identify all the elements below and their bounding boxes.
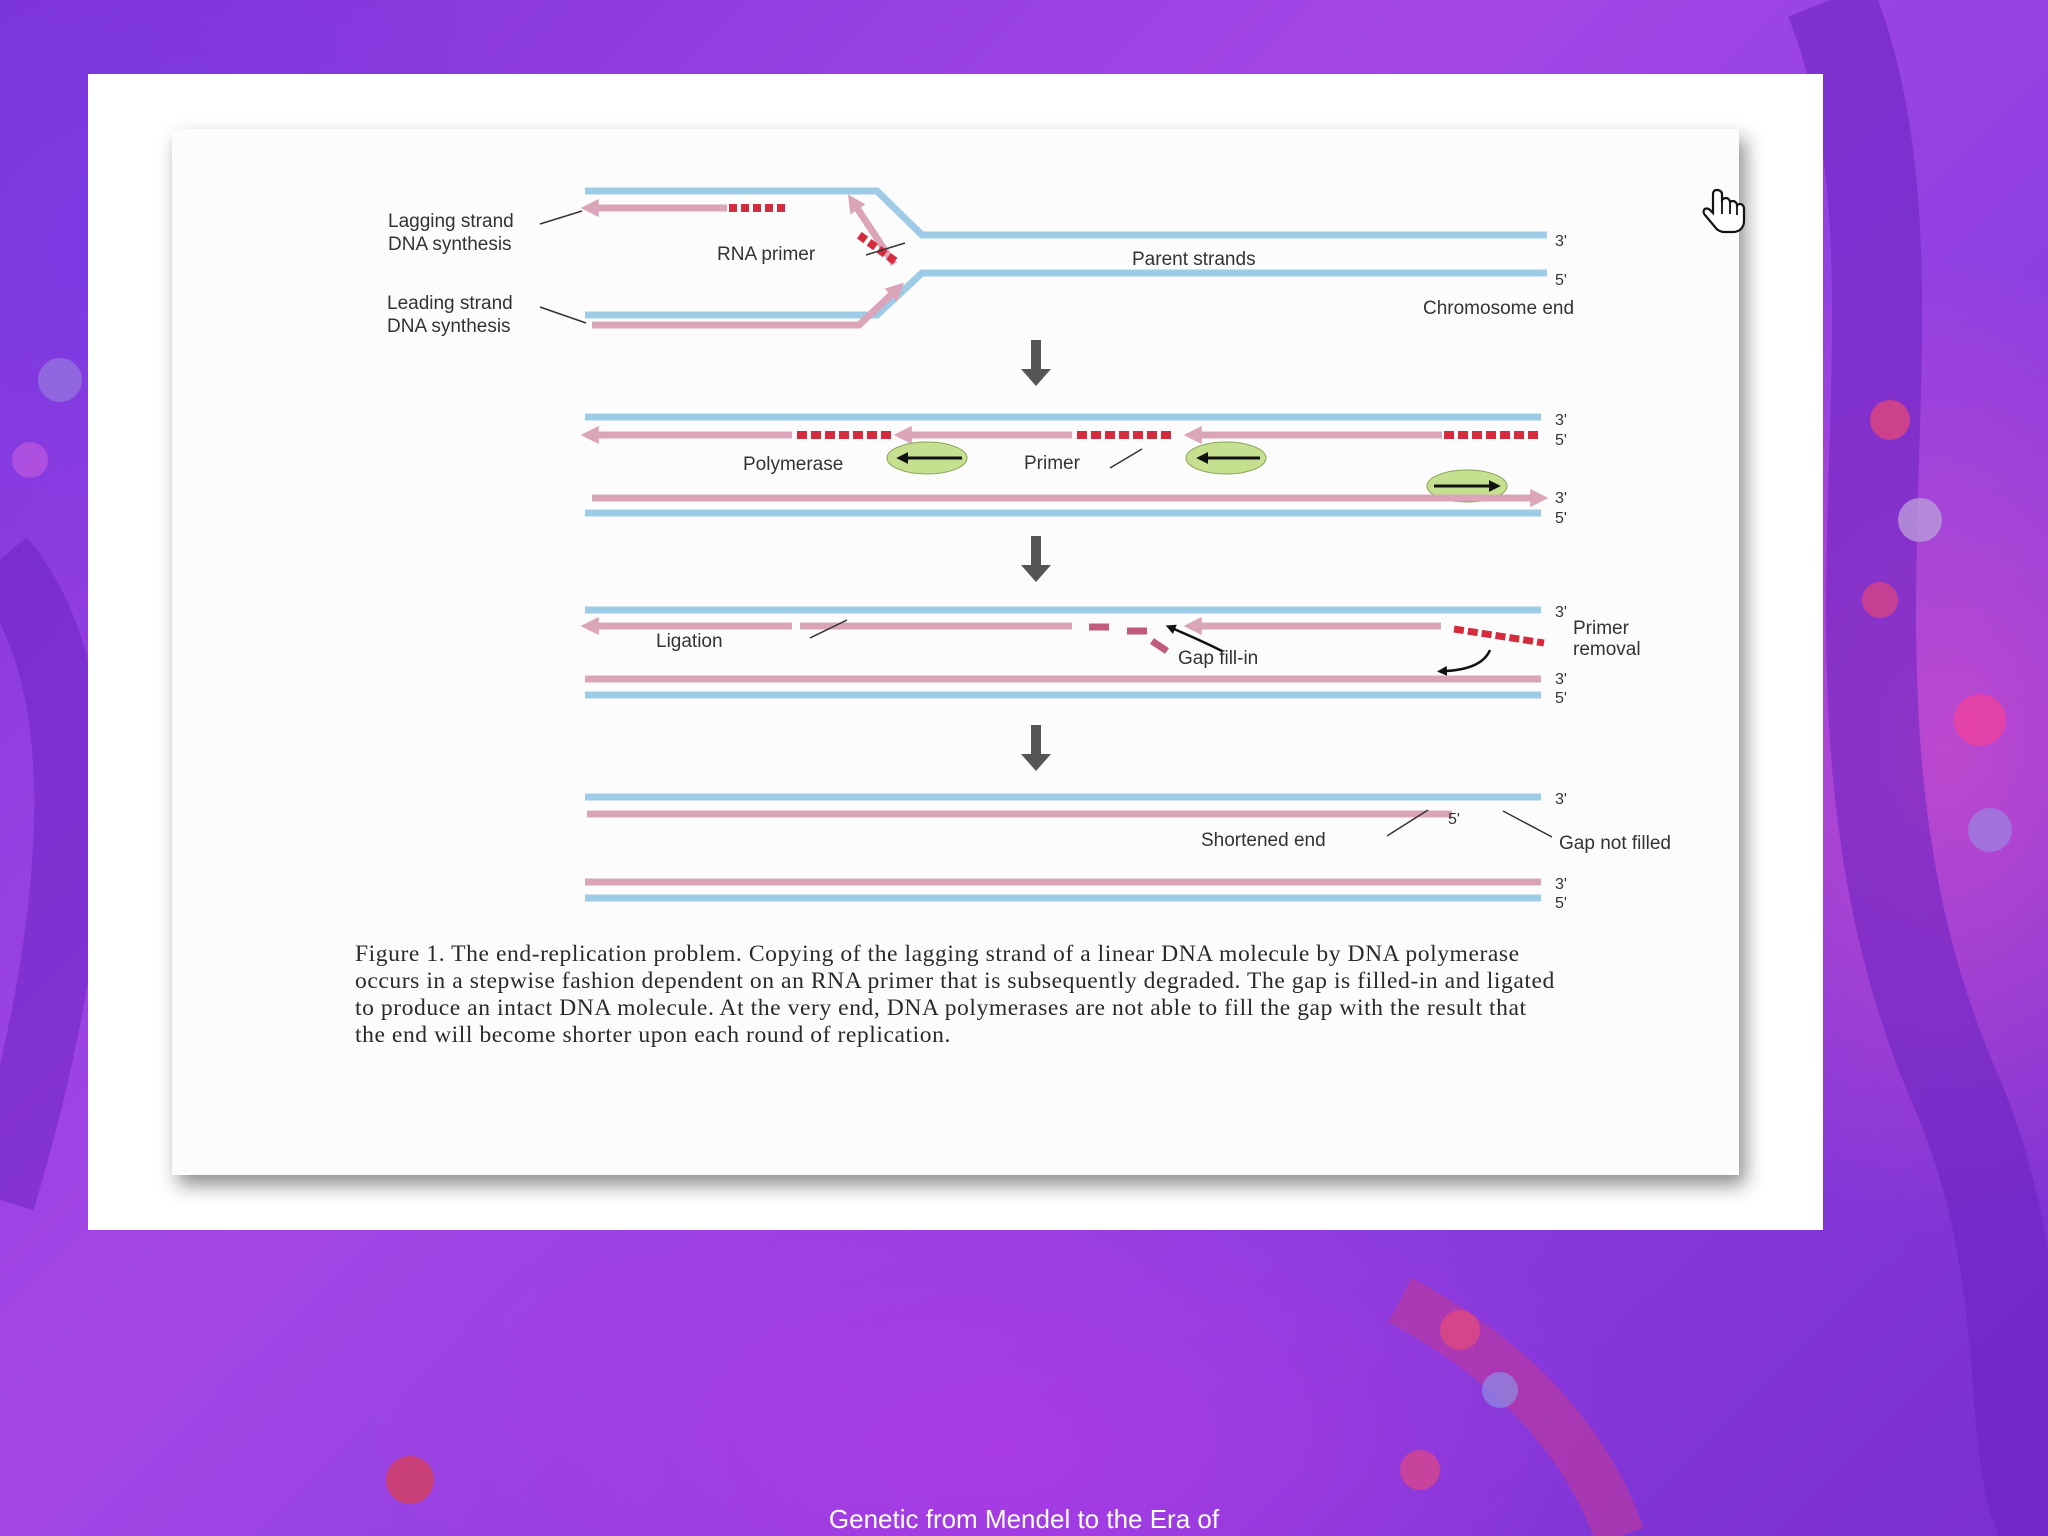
label-gap-not-filled: Gap not filled <box>1559 833 1671 854</box>
slide-footer: Genetic from Mendel to the Era of <box>828 1504 1220 1534</box>
figure-caption: Figure 1. The end-replication problem. Copying of the lagging strand of a linear DNA molecule by DNA polymerase occurs in a stepwise fashion dependent on an RNA primer that is subsequently degraded. The gap is filled-in and ligated to produce an intact DNA molecule. At the very end, DNA polymerases are not able to fill the gap with the result that the end will become shorter upon each round of replication. <box>355 941 1555 1048</box>
label-leading-2: DNA synthesis <box>387 316 511 337</box>
end-label-3prime-3b: 3' <box>1555 671 1567 688</box>
end-replication-diagram <box>172 129 1739 929</box>
label-lagging-1: Lagging strand <box>388 211 514 232</box>
leader-leading <box>540 307 586 323</box>
label-primer-removal-1: Primer <box>1573 618 1629 639</box>
label-polymerase: Polymerase <box>743 454 844 475</box>
step-arrow-2 <box>1021 536 1051 582</box>
leader-lagging <box>540 211 582 224</box>
stage-4-shortened <box>585 791 1671 912</box>
figure-panel <box>172 129 1739 1175</box>
label-lagging-2: DNA synthesis <box>388 234 512 255</box>
label-rna-primer: RNA primer <box>717 244 816 265</box>
label-leading-1: Leading strand <box>387 293 513 314</box>
end-label-5prime-3b: 5' <box>1555 690 1567 707</box>
end-label-5prime-4a: 5' <box>1448 811 1460 828</box>
primer-fragment-c <box>1152 641 1167 651</box>
stage-2-polymerase <box>585 412 1567 527</box>
polymerase-2 <box>1186 442 1266 474</box>
primer-removing <box>1454 629 1544 643</box>
step-arrow-1 <box>1021 340 1051 386</box>
step-arrow-3 <box>1021 725 1051 771</box>
polymerase-1 <box>887 442 967 474</box>
end-label-3prime-2b: 3' <box>1555 490 1567 507</box>
primer-removal-arrow <box>1446 650 1490 671</box>
end-label-5prime-2b: 5' <box>1555 510 1567 527</box>
stage-1-replication-fork <box>387 191 1574 337</box>
leader-gap-not-filled <box>1503 811 1552 837</box>
end-label-3prime-3a: 3' <box>1555 604 1567 621</box>
label-chromosome-end: Chromosome end <box>1423 298 1575 319</box>
end-label-3prime-4b: 3' <box>1555 876 1567 893</box>
hand-pointer-icon <box>1700 186 1752 238</box>
end-label-3prime-4a: 3' <box>1555 791 1567 808</box>
end-label-5prime: 5' <box>1555 272 1567 289</box>
end-label-3prime: 3' <box>1555 233 1567 250</box>
parent-strand-top <box>585 191 1547 235</box>
end-label-5prime-2a: 5' <box>1555 432 1567 449</box>
leader-primer <box>1110 449 1142 468</box>
label-parent-strands: Parent strands <box>1132 249 1256 270</box>
stage-3-ligation <box>585 604 1641 707</box>
parent-strand-bottom <box>585 273 1547 315</box>
leading-strand-new <box>592 294 892 325</box>
label-primer-removal-2: removal <box>1573 639 1641 660</box>
label-shortened-end: Shortened end <box>1201 830 1326 851</box>
label-primer: Primer <box>1024 453 1080 474</box>
label-ligation: Ligation <box>656 631 723 652</box>
end-label-5prime-4b: 5' <box>1555 895 1567 912</box>
label-gap-fill-in: Gap fill-in <box>1178 648 1259 669</box>
end-label-3prime-2a: 3' <box>1555 412 1567 429</box>
slide-frame <box>88 74 1823 1230</box>
